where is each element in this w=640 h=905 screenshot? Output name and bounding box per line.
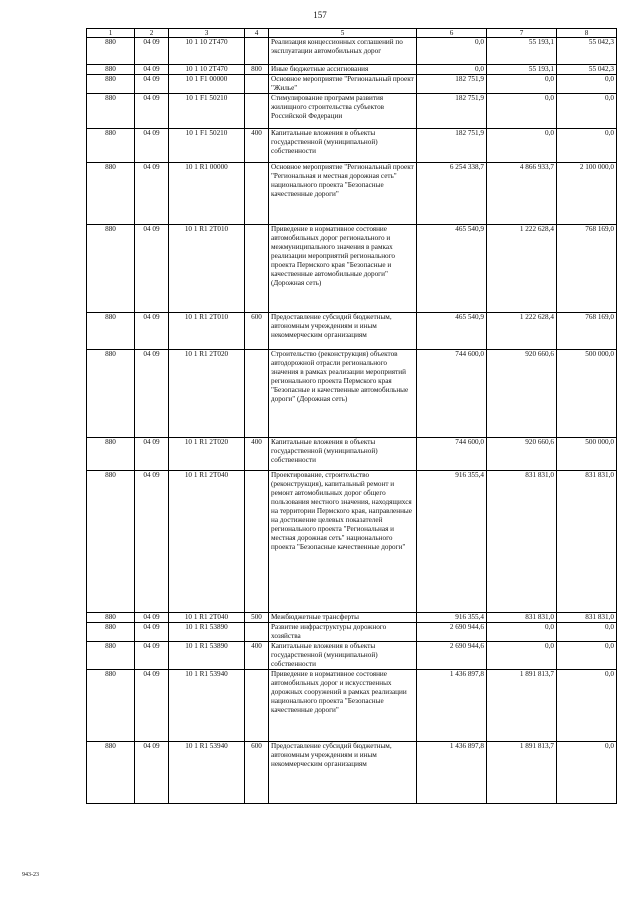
cell-amount-1: 744 600,0 xyxy=(417,438,487,471)
cell-target-code: 10 1 F1 00000 xyxy=(169,75,245,94)
header-cell: 6 xyxy=(417,29,487,38)
cell-section-code: 04 09 xyxy=(135,623,169,642)
cell-section-code: 04 09 xyxy=(135,94,169,129)
table-row xyxy=(87,75,617,94)
cell-description: Предоставление субсидий бюджетным, автономным учреждениям и иным некоммерческим организациям xyxy=(269,742,417,804)
cell-admin-code: 880 xyxy=(87,670,135,742)
cell-target-code: 10 1 F1 50210 xyxy=(169,94,245,129)
cell-target-code: 10 1 R1 53890 xyxy=(169,642,245,670)
cell-target-code: 10 1 R1 2T040 xyxy=(169,471,245,613)
cell-description: Капитальные вложения в объекты государственной (муниципальной) собственности xyxy=(269,438,417,471)
cell-amount-1: 0,0 xyxy=(417,65,487,75)
cell-target-code: 10 1 R1 2T010 xyxy=(169,313,245,350)
cell-amount-1: 744 600,0 xyxy=(417,350,487,438)
cell-expense-type xyxy=(245,225,269,313)
table-row xyxy=(87,742,617,804)
cell-amount-3: 0,0 xyxy=(557,94,617,129)
header-cell: 5 xyxy=(269,29,417,38)
cell-amount-3: 768 169,0 xyxy=(557,313,617,350)
cell-admin-code: 880 xyxy=(87,471,135,613)
cell-target-code: 10 1 R1 2T040 xyxy=(169,613,245,623)
cell-expense-type xyxy=(245,670,269,742)
cell-admin-code: 880 xyxy=(87,94,135,129)
header-cell: 7 xyxy=(487,29,557,38)
cell-amount-3: 55 042,3 xyxy=(557,38,617,65)
cell-amount-2: 831 831,0 xyxy=(487,613,557,623)
table-row xyxy=(87,670,617,742)
cell-section-code: 04 09 xyxy=(135,75,169,94)
cell-amount-2: 1 222 628,4 xyxy=(487,313,557,350)
cell-section-code: 04 09 xyxy=(135,642,169,670)
cell-target-code: 10 1 10 2T470 xyxy=(169,65,245,75)
cell-admin-code: 880 xyxy=(87,38,135,65)
cell-expense-type xyxy=(245,350,269,438)
cell-section-code: 04 09 xyxy=(135,471,169,613)
cell-expense-type: 600 xyxy=(245,313,269,350)
cell-amount-1: 6 254 338,7 xyxy=(417,163,487,225)
cell-expense-type: 400 xyxy=(245,642,269,670)
cell-amount-3: 0,0 xyxy=(557,75,617,94)
cell-expense-type xyxy=(245,38,269,65)
cell-amount-3: 0,0 xyxy=(557,623,617,642)
cell-amount-3: 2 100 000,0 xyxy=(557,163,617,225)
cell-expense-type: 800 xyxy=(245,65,269,75)
cell-description: Межбюджетные трансферты xyxy=(269,613,417,623)
table-row xyxy=(87,163,617,225)
cell-amount-3: 55 042,3 xyxy=(557,65,617,75)
cell-section-code: 04 09 xyxy=(135,438,169,471)
cell-target-code: 10 1 F1 50210 xyxy=(169,129,245,163)
cell-section-code: 04 09 xyxy=(135,313,169,350)
cell-admin-code: 880 xyxy=(87,75,135,94)
cell-admin-code: 880 xyxy=(87,350,135,438)
cell-admin-code: 880 xyxy=(87,438,135,471)
table-header xyxy=(87,29,617,38)
cell-target-code: 10 1 R1 00000 xyxy=(169,163,245,225)
cell-description: Капитальные вложения в объекты государственной (муниципальной) собственности xyxy=(269,642,417,670)
cell-description: Проектирование, строительство (реконструкция), капитальный ремонт и ремонт автомобильных дорог общего пользования местного значения, находящихся на территории Пермского края, направленные на достижение целевых показателей регионального проекта "Региональная и местная дорожная сеть" национального проекта "Безопасные качественные дороги" xyxy=(269,471,417,613)
cell-section-code: 04 09 xyxy=(135,742,169,804)
cell-amount-2: 831 831,0 xyxy=(487,471,557,613)
table-row xyxy=(87,642,617,670)
cell-admin-code: 880 xyxy=(87,225,135,313)
cell-amount-1: 1 436 897,8 xyxy=(417,670,487,742)
cell-amount-1: 0,0 xyxy=(417,38,487,65)
cell-expense-type: 500 xyxy=(245,613,269,623)
cell-amount-2: 0,0 xyxy=(487,642,557,670)
cell-section-code: 04 09 xyxy=(135,38,169,65)
page-number: 157 xyxy=(313,10,327,20)
cell-admin-code: 880 xyxy=(87,129,135,163)
header-cell: 4 xyxy=(245,29,269,38)
table-row xyxy=(87,438,617,471)
cell-description: Капитальные вложения в объекты государственной (муниципальной) собственности xyxy=(269,129,417,163)
cell-target-code: 10 1 10 2T470 xyxy=(169,38,245,65)
header-cell: 2 xyxy=(135,29,169,38)
cell-amount-3: 500 000,0 xyxy=(557,350,617,438)
cell-amount-2: 55 193,1 xyxy=(487,38,557,65)
cell-description: Приведение в нормативное состояние автомобильных дорог регионального и межмуниципального значения в рамках реализации мероприятий регионального проекта Пермского края "Безопасные и качественные автомобильные дороги" (Дорожная сеть) xyxy=(269,225,417,313)
cell-admin-code: 880 xyxy=(87,742,135,804)
cell-description: Основное мероприятие "Региональный проект "Жилье" xyxy=(269,75,417,94)
cell-section-code: 04 09 xyxy=(135,670,169,742)
cell-amount-2: 0,0 xyxy=(487,129,557,163)
header-cell: 3 xyxy=(169,29,245,38)
header-row xyxy=(87,29,617,38)
table-row xyxy=(87,225,617,313)
cell-amount-1: 465 540,9 xyxy=(417,313,487,350)
cell-expense-type: 600 xyxy=(245,742,269,804)
cell-amount-2: 1 891 813,7 xyxy=(487,670,557,742)
table-row xyxy=(87,623,617,642)
cell-amount-1: 916 355,4 xyxy=(417,613,487,623)
cell-amount-2: 0,0 xyxy=(487,94,557,129)
cell-amount-3: 831 831,0 xyxy=(557,471,617,613)
cell-amount-1: 1 436 897,8 xyxy=(417,742,487,804)
cell-admin-code: 880 xyxy=(87,313,135,350)
cell-section-code: 04 09 xyxy=(135,129,169,163)
cell-amount-3: 0,0 xyxy=(557,742,617,804)
cell-description: Реализация концессионных соглашений по эксплуатации автомобильных дорог xyxy=(269,38,417,65)
cell-section-code: 04 09 xyxy=(135,350,169,438)
cell-expense-type xyxy=(245,75,269,94)
table-row xyxy=(87,313,617,350)
cell-admin-code: 880 xyxy=(87,642,135,670)
cell-amount-3: 768 169,0 xyxy=(557,225,617,313)
cell-expense-type: 400 xyxy=(245,129,269,163)
cell-amount-2: 920 660,6 xyxy=(487,350,557,438)
cell-amount-1: 182 751,9 xyxy=(417,94,487,129)
cell-description: Приведение в нормативное состояние автомобильных дорог и искусственных дорожных сооружений в рамках реализации национального проекта "Безопасные качественные дороги" xyxy=(269,670,417,742)
table-row xyxy=(87,94,617,129)
cell-section-code: 04 09 xyxy=(135,163,169,225)
cell-amount-1: 465 540,9 xyxy=(417,225,487,313)
table-body xyxy=(87,38,617,804)
cell-admin-code: 880 xyxy=(87,613,135,623)
cell-amount-1: 2 690 944,6 xyxy=(417,642,487,670)
cell-amount-1: 182 751,9 xyxy=(417,75,487,94)
cell-amount-2: 920 660,6 xyxy=(487,438,557,471)
table-row xyxy=(87,38,617,65)
cell-amount-2: 4 866 933,7 xyxy=(487,163,557,225)
cell-amount-1: 916 355,4 xyxy=(417,471,487,613)
cell-amount-1: 2 690 944,6 xyxy=(417,623,487,642)
footer-code: 943-23 xyxy=(22,872,39,878)
cell-amount-2: 0,0 xyxy=(487,75,557,94)
cell-amount-2: 1 891 813,7 xyxy=(487,742,557,804)
cell-amount-2: 55 193,1 xyxy=(487,65,557,75)
cell-expense-type xyxy=(245,471,269,613)
cell-amount-3: 500 000,0 xyxy=(557,438,617,471)
table-row xyxy=(87,65,617,75)
cell-section-code: 04 09 xyxy=(135,65,169,75)
table-row xyxy=(87,613,617,623)
cell-target-code: 10 1 R1 2T010 xyxy=(169,225,245,313)
cell-admin-code: 880 xyxy=(87,163,135,225)
cell-expense-type xyxy=(245,163,269,225)
cell-amount-1: 182 751,9 xyxy=(417,129,487,163)
cell-target-code: 10 1 R1 2T020 xyxy=(169,438,245,471)
cell-section-code: 04 09 xyxy=(135,613,169,623)
cell-description: Развитие инфраструктуры дорожного хозяйства xyxy=(269,623,417,642)
cell-section-code: 04 09 xyxy=(135,225,169,313)
table-row xyxy=(87,471,617,613)
cell-admin-code: 880 xyxy=(87,65,135,75)
table-row xyxy=(87,350,617,438)
cell-target-code: 10 1 R1 53940 xyxy=(169,670,245,742)
cell-amount-3: 831 831,0 xyxy=(557,613,617,623)
header-cell: 8 xyxy=(557,29,617,38)
cell-description: Строительство (реконструкция) объектов автодорожной отрасли регионального значения в рамках реализации мероприятий регионального проекта Пермского края "Безопасные и качественные автомобильные дороги" (Дорожная сеть) xyxy=(269,350,417,438)
cell-description: Основное мероприятие "Региональный проект "Региональная и местная дорожная сеть" национального проекта "Безопасные качественные дороги" xyxy=(269,163,417,225)
cell-description: Предоставление субсидий бюджетным, автономным учреждениям и иным некоммерческим организациям xyxy=(269,313,417,350)
cell-expense-type: 400 xyxy=(245,438,269,471)
header-cell: 1 xyxy=(87,29,135,38)
cell-admin-code: 880 xyxy=(87,623,135,642)
cell-amount-3: 0,0 xyxy=(557,670,617,742)
table-row xyxy=(87,129,617,163)
cell-expense-type xyxy=(245,623,269,642)
cell-amount-2: 0,0 xyxy=(487,623,557,642)
cell-amount-3: 0,0 xyxy=(557,129,617,163)
cell-description: Иные бюджетные ассигнования xyxy=(269,65,417,75)
cell-amount-2: 1 222 628,4 xyxy=(487,225,557,313)
cell-target-code: 10 1 R1 53890 xyxy=(169,623,245,642)
cell-description: Стимулирование программ развития жилищного строительства субъектов Российской Федерации xyxy=(269,94,417,129)
cell-amount-3: 0,0 xyxy=(557,642,617,670)
cell-target-code: 10 1 R1 2T020 xyxy=(169,350,245,438)
cell-expense-type xyxy=(245,94,269,129)
cell-target-code: 10 1 R1 53940 xyxy=(169,742,245,804)
budget-table xyxy=(86,28,617,804)
